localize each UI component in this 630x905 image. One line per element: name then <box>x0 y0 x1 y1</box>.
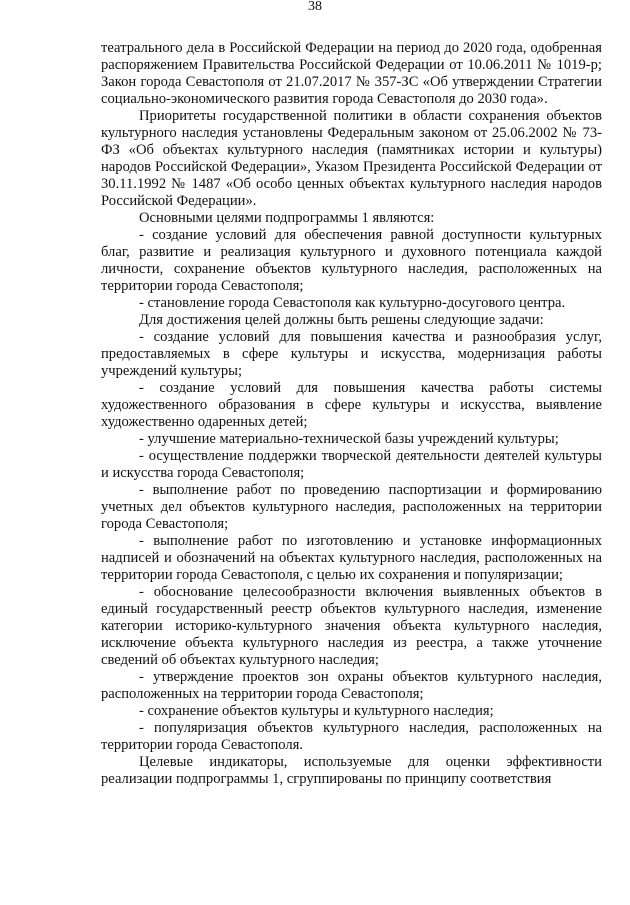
paragraph-indicators: Целевые индикаторы, используемые для оценки эффективности реализации подпрограммы 1, сгруппированы по принципу соответствия <box>101 754 602 787</box>
task-item: - сохранение объектов культуры и культурного наследия; <box>139 703 494 719</box>
task-item: - выполнение работ по изготовлению и установке информационных надписей и обозначений на объектах культурного наследия, расположенных на территории города Севастополя, с целью их сохранения и популяризации; <box>101 533 602 583</box>
task-item: - популяризация объектов культурного наследия, расположенных на территории города Севастополя. <box>101 720 602 753</box>
task-item: - создание условий для повышения качества и разнообразия услуг, предоставляемых в сфере культуры и искусства, модернизация работы учреждений культуры; <box>101 329 602 379</box>
task-item: - создание условий для повышения качества работы системы художественного образования в сфере культуры и искусства, выявление художественно одаренных детей; <box>101 380 602 430</box>
goal-item: - становление города Севастополя как культурно-досугового центра. <box>139 295 566 311</box>
paragraph-tasks-intro: Для достижения целей должны быть решены следующие задачи: <box>139 312 544 328</box>
page-body <box>101 40 602 788</box>
paragraph-priorities: Приоритеты государственной политики в области сохранения объектов культурного наследия установлены Федеральным законом от 25.06.2002 № 73-ФЗ «Об объектах культурного наследия (памятниках истории и культуры) народов Российской Федерации», Указом Президента Российской Федерации от 30.11.1992 № 1487 «Об особо ценных объектах культурного наследия народов Российской Федерации». <box>101 108 602 209</box>
page-number: 38 <box>308 0 322 14</box>
paragraph-goals-intro: Основными целями подпрограммы 1 являются: <box>139 210 435 226</box>
goal-item: - создание условий для обеспечения равной доступности культурных благ, развитие и реализация культурного и духовного потенциала каждой личности, сохранение объектов культурного наследия, расположенных на территории города Севастополя; <box>101 227 602 294</box>
task-item: - выполнение работ по проведению паспортизации и формированию учетных дел объектов культурного наследия, расположенных на территории города Севастополя; <box>101 482 602 532</box>
task-item: - осуществление поддержки творческой деятельности деятелей культуры и искусства города Севастополя; <box>101 448 602 481</box>
task-item: - обоснование целесообразности включения выявленных объектов в единый государственный реестр объектов культурного наследия, изменение категории историко-культурного значения объекта культурного наследия, исключение объекта культурного наследия из реестра, а также уточнение сведений об объектах культурного наследия; <box>101 584 602 668</box>
task-item: - утверждение проектов зон охраны объектов культурного наследия, расположенных на территории города Севастополя; <box>101 669 602 702</box>
task-item: - улучшение материально-технической базы учреждений культуры; <box>139 431 559 447</box>
paragraph-continuation: театрального дела в Российской Федерации на период до 2020 года, одобренная распоряжением Правительства Российской Федерации от 10.06.2011 № 1019-р; Закон города Севастополя от 21.07.2017 № 357-ЗС «Об утверждении Стратегии социально-экономического развития города Севастополя до 2030 года». <box>101 40 602 107</box>
